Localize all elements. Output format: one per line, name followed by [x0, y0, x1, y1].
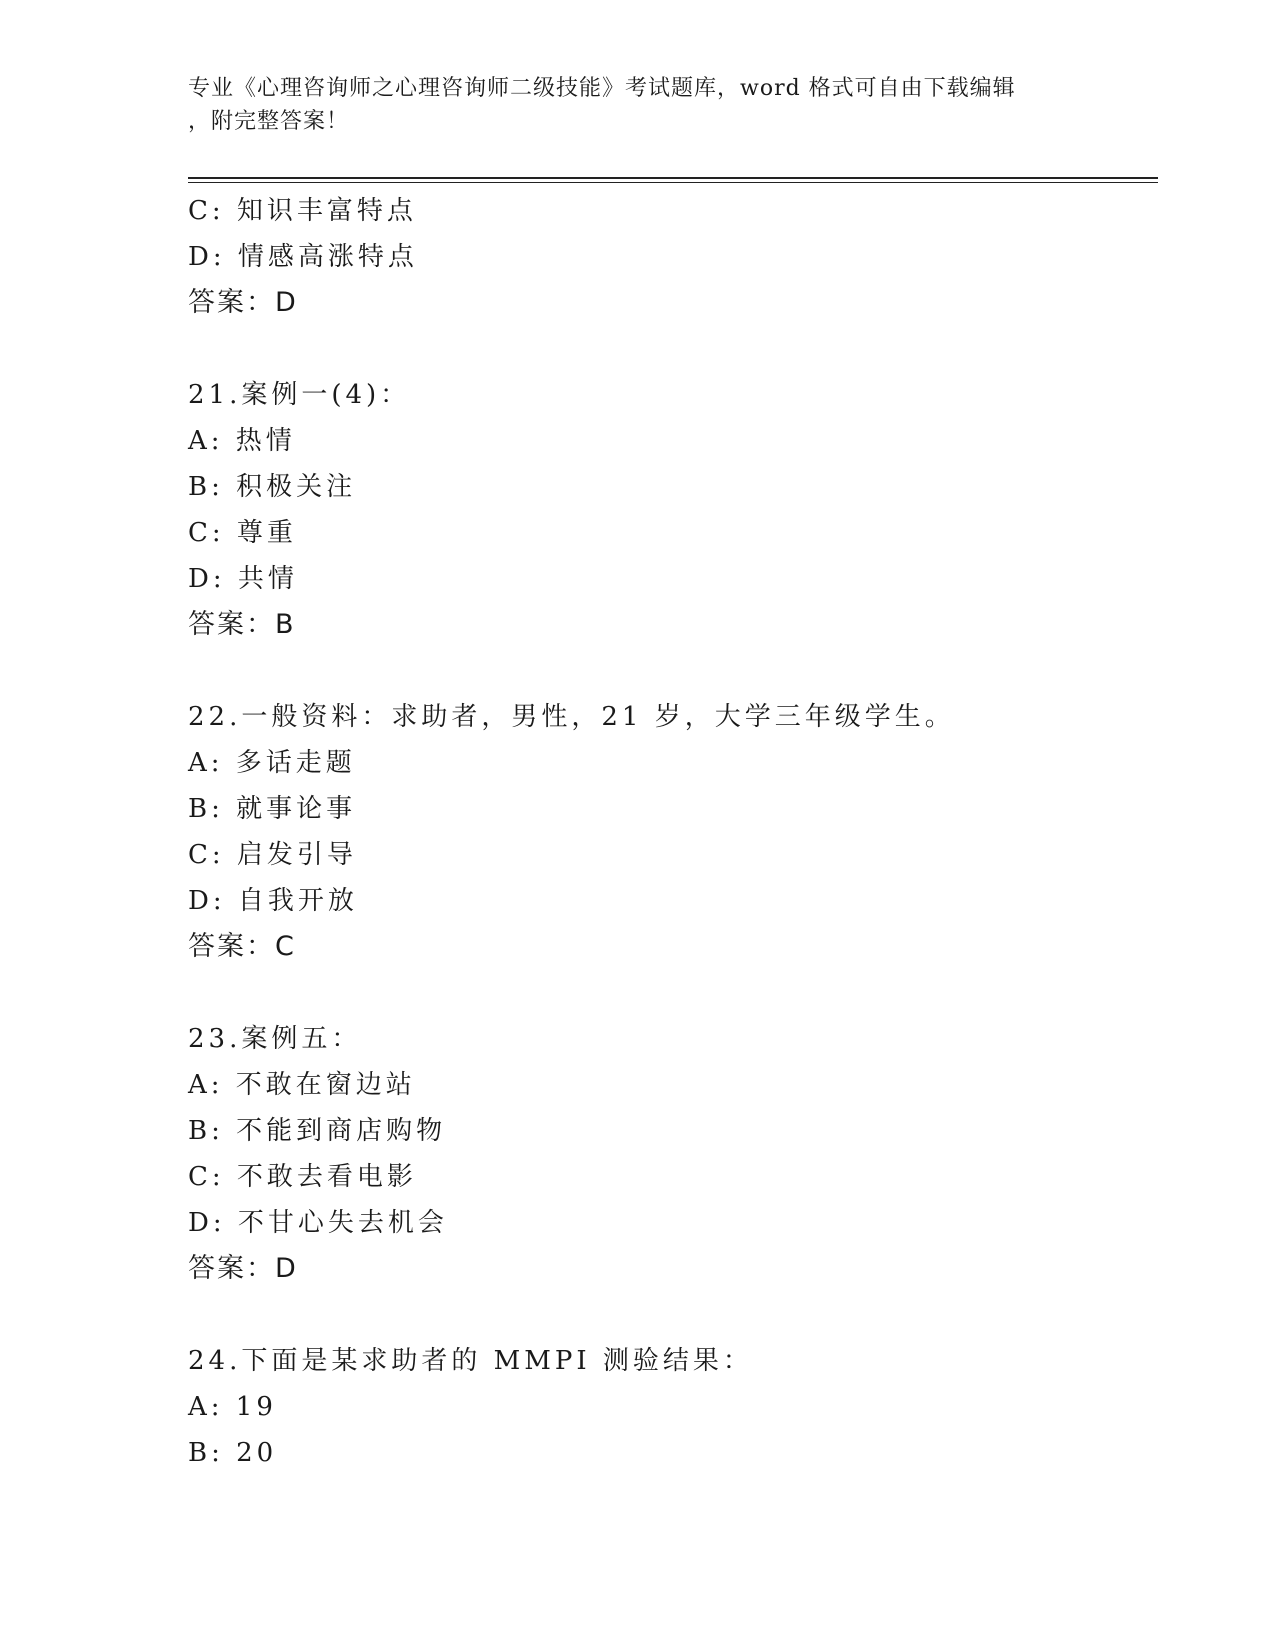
header-title-continuation: ，附完整答案！ — [188, 109, 350, 134]
option-a: A: 热情 — [188, 426, 296, 456]
header-divider-secondary — [188, 182, 1158, 183]
answer-line: 答案：D — [188, 1253, 298, 1284]
option-b: B: 不能到商店购物 — [188, 1116, 447, 1146]
option-b: B: 就事论事 — [188, 794, 357, 824]
option-d: D: 共情 — [188, 564, 298, 594]
document-header — [188, 72, 1088, 138]
option-d: D: 情感高涨特点 — [188, 242, 418, 272]
question-stem: 23.案例五： — [188, 1024, 362, 1054]
header-title-line: 专业《心理咨询师之心理咨询师二级技能》考试题库，word 格式可自由下载编辑 — [188, 76, 1016, 101]
option-a: A: 多话走题 — [188, 748, 356, 778]
answer-line: 答案：B — [188, 609, 296, 640]
option-b: B: 20 — [188, 1438, 278, 1468]
option-c: C: 尊重 — [188, 518, 297, 548]
question-list — [188, 188, 1158, 1476]
answer-line: 答案：D — [188, 287, 298, 318]
option-a: A: 不敢在窗边站 — [188, 1070, 416, 1100]
question-block-24 — [188, 1338, 1158, 1476]
option-b: B: 积极关注 — [188, 472, 357, 502]
question-stem: 22.一般资料：求助者，男性，21 岁，大学三年级学生。 — [188, 702, 955, 732]
question-stem: 24.下面是某求助者的 MMPI 测验结果： — [188, 1346, 753, 1376]
option-c: C: 不敢去看电影 — [188, 1162, 417, 1192]
spacer — [188, 1292, 1158, 1338]
question-block-previous — [188, 188, 1158, 326]
question-block-23 — [188, 1016, 1158, 1292]
answer-line: 答案：C — [188, 931, 296, 962]
question-block-21 — [188, 372, 1158, 648]
spacer — [188, 970, 1158, 1016]
question-block-22 — [188, 694, 1158, 970]
spacer — [188, 648, 1158, 694]
option-d: D: 不甘心失去机会 — [188, 1208, 448, 1238]
option-d: D: 自我开放 — [188, 886, 358, 916]
option-c: C: 知识丰富特点 — [188, 196, 417, 226]
spacer — [188, 326, 1158, 372]
option-c: C: 启发引导 — [188, 840, 357, 870]
question-stem: 21.案例一(4)： — [188, 380, 411, 410]
option-a: A: 19 — [188, 1392, 277, 1422]
header-divider — [188, 177, 1158, 179]
